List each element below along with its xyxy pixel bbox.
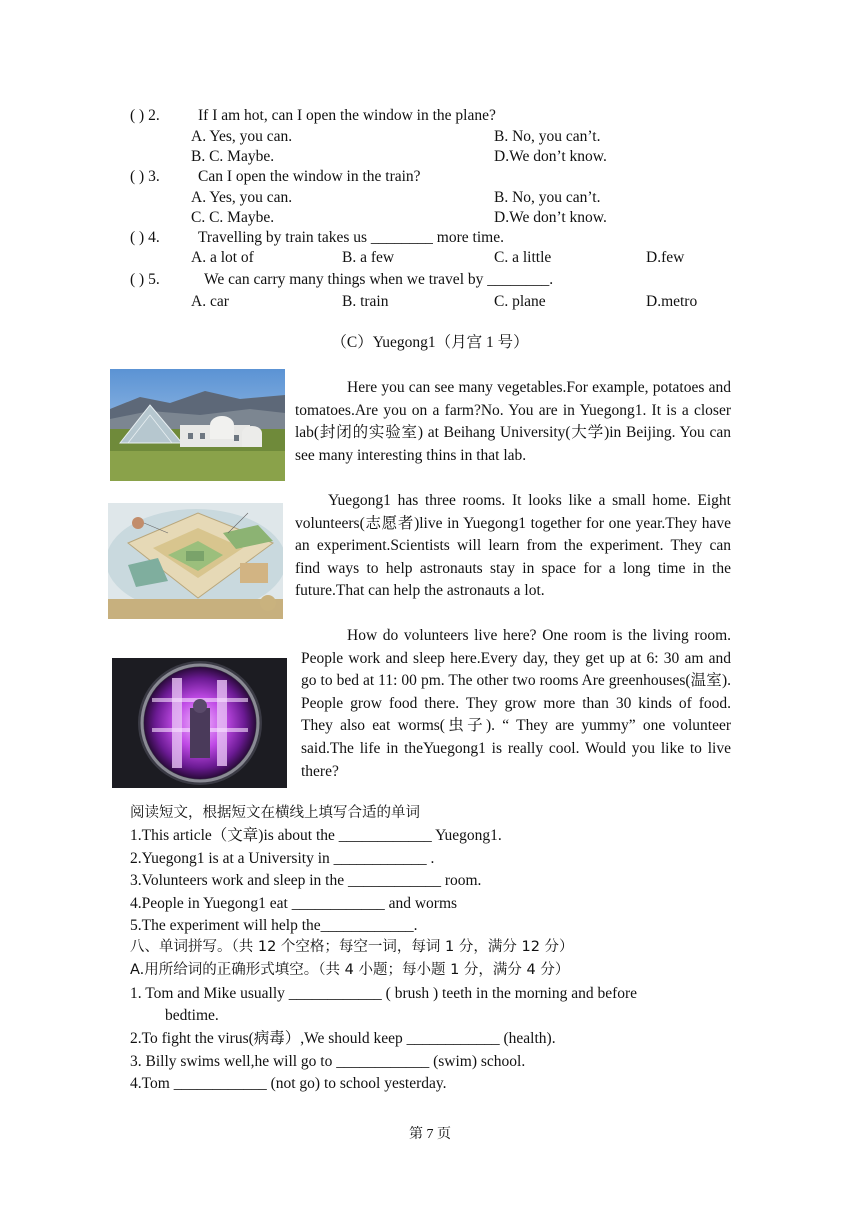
question-3-prefix: ( ) 3. xyxy=(130,168,160,185)
option-c: C. C. Maybe. xyxy=(191,209,275,226)
option-b: B. a few xyxy=(342,249,395,266)
option-a: A. car xyxy=(191,293,229,310)
section-8-a-title: A.用所给词的正确形式填空。（共 4 小题；每小题 1 分，满分 4 分） xyxy=(130,962,570,978)
option-d: D.We don’t know. xyxy=(494,148,607,165)
section-8-item-1: 1. Tom and Mike usually ____________ ( brush ) teeth in the morning and before xyxy=(130,985,638,1002)
option-d: D.metro xyxy=(646,293,698,310)
fill-instruction: 阅读短文，根据短文在横线上填写合适的单词 xyxy=(130,805,420,821)
option-d: D.few xyxy=(646,249,685,266)
question-4-text: Travelling by train takes us ________ more time. xyxy=(198,229,504,246)
fill-item-5: 5.The experiment will help the____________. xyxy=(130,917,418,934)
option-c: C. plane xyxy=(494,293,546,310)
question-3-text: Can I open the window in the train? xyxy=(198,168,421,185)
passage-paragraph-3: How do volunteers live here? One room is the living room. People work and sleep here.Every day, they get up at 6: 30 am and go to bed at 11: 00 pm. The other two rooms Are greenhouses(温室). People grow food there. They grow more than 30 kinds of food. They also eat worms(虫子). “ They are yummy” one volunteer said.The life in theYuegong1 is really cool. Would you like to live there? xyxy=(301,627,731,780)
question-4-prefix: ( ) 4. xyxy=(130,229,160,246)
section-8-item-2: 2.To fight the virus(病毒）,We should keep ____________ (health). xyxy=(130,1030,556,1047)
option-a: A. Yes, you can. xyxy=(191,189,293,206)
option-a: A. Yes, you can. xyxy=(191,128,293,145)
section-c-title: （C）Yuegong1（月宫 1 号） xyxy=(331,334,529,351)
greenhouse-photo xyxy=(112,658,287,788)
question-5-prefix: ( ) 5. xyxy=(130,271,160,288)
option-c: C. a little xyxy=(494,249,552,266)
option-b: B. No, you can’t. xyxy=(494,189,601,206)
section-8-title: 八、单词拼写。（共 12 个空格；每空一词，每词 1 分，满分 12 分） xyxy=(130,939,574,955)
fill-item-2: 2.Yuegong1 is at a University in ____________ . xyxy=(130,850,435,867)
question-2-prefix: ( ) 2. xyxy=(130,107,160,124)
fill-item-1: 1.This article（文章)is about the ____________ Yuegong1. xyxy=(130,827,502,844)
lab-layout-illustration xyxy=(108,503,283,619)
page-number: 第 7 页 xyxy=(409,1127,451,1142)
fill-item-3: 3.Volunteers work and sleep in the ____________ room. xyxy=(130,872,482,889)
passage-paragraph-1: Here you can see many vegetables.For example, potatoes and tomatoes.Are you on a farm?No. You are in Yuegong1. It is a closer lab(封闭的实验室) at Beihang University(大学)in Beijing. You can see many interesting thins in that lab. xyxy=(295,379,731,464)
passage-paragraph-2: Yuegong1 has three rooms. It looks like a small home. Eight volunteers(志愿者)live in Yuegong1 together for one year.They have an experiment.Scientists will learn from the experiment. They can find ways to help astronauts stay in space for a long time in the future.That can help the astronauts a lot. xyxy=(295,492,731,600)
section-8-item-3: 3. Billy swims well,he will go to ____________ (swim) school. xyxy=(130,1053,526,1070)
question-2-text: If I am hot, can I open the window in the plane? xyxy=(198,107,496,124)
fill-item-4: 4.People in Yuegong1 eat ____________ and worms xyxy=(130,895,458,912)
option-b: B. No, you can’t. xyxy=(494,128,601,145)
section-8-item-1-cont: bedtime. xyxy=(165,1007,219,1024)
option-a: A. a lot of xyxy=(191,249,254,266)
section-8-item-4: 4.Tom ____________ (not go) to school yesterday. xyxy=(130,1075,447,1092)
lab-building-photo xyxy=(110,369,285,481)
option-b: B. train xyxy=(342,293,389,310)
option-c: B. C. Maybe. xyxy=(191,148,275,165)
question-5-text: We can carry many things when we travel by ________. xyxy=(204,271,554,288)
option-d: D.We don’t know. xyxy=(494,209,607,226)
